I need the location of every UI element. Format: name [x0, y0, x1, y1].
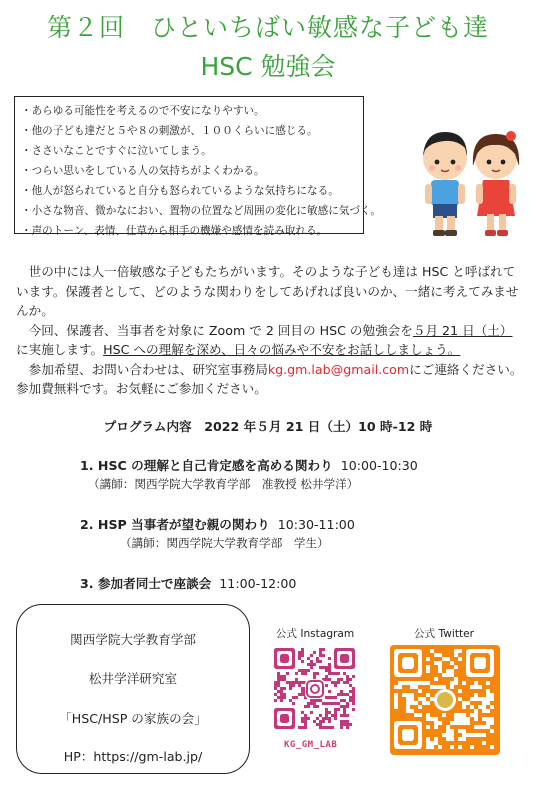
girl-figure [473, 131, 519, 236]
contact-group: 「HSC/HSP の家族の会」 [59, 711, 207, 726]
contact-card [16, 604, 250, 774]
intro-p3-text: 参加希望、お問い合わせは、研究室事務局 [16, 361, 268, 377]
contact-faculty: 関西学院大学教育学部 [70, 632, 196, 647]
intro-p2-underlined: HSC への理解を深め、日々の悩みや不安をお話ししましょう。 [103, 342, 461, 357]
intro-p2-text: 今回、保護者、当事者を対象に Zoom で 2 回目の HSC の勉強会を [16, 322, 413, 338]
contact-homepage-link[interactable]: HP：https://gm-lab.jp/ [63, 749, 203, 764]
trait-item: ・他人が怒られていると自分も怒られているような気持ちになる。 [21, 185, 339, 197]
event-date: ５月 21 日（土） [412, 322, 513, 338]
program-item-2-note: （講師：関西学院大学教育学部 学生） [120, 536, 329, 550]
program-item-time: 11:00-12:00 [219, 576, 297, 591]
traits-box [14, 96, 381, 237]
trait-item: ・ささいなことですぐに泣いてしまう。 [21, 145, 212, 157]
intro-paragraph-3 [16, 360, 524, 399]
intro-text [16, 262, 524, 399]
trait-item: ・小さな物音、微かなにおい、置物の位置など周囲の変化に敏感に気づく。 [21, 205, 381, 217]
program-item-3 [80, 573, 296, 592]
instagram-label: 公式 Instagram [275, 628, 355, 640]
instagram-handle: KG_GM_LAB [284, 740, 338, 750]
program-heading: プログラム内容 2022 年５月 21 日（土）10 時-12 時 [103, 419, 433, 434]
trait-item: ・他の子ども達だと５や８の刺激が、１００くらいに感じる。 [21, 125, 318, 137]
program-item-1-note: （講師：関西学院大学教育学部 准教授 松井学洋） [88, 477, 359, 491]
page-title: 第２回 ひといちばい敏感な子ども達 [46, 13, 489, 42]
program-item-time: 10:00-10:30 [340, 458, 418, 473]
program-item-2 [80, 514, 355, 533]
kids-illustration [415, 110, 527, 238]
program-item-title: 2. HSP 当事者が望む親の関わり [80, 517, 270, 532]
twitter-label: 公式 Twitter [413, 628, 475, 640]
twitter-qr-icon[interactable] [390, 645, 500, 755]
trait-item: ・つらい思いをしている人の気持ちがよくわかる。 [21, 165, 265, 177]
contact-email-link[interactable]: kg.gm.lab@gmail.com [267, 361, 410, 377]
intro-paragraph-2 [16, 321, 524, 360]
page-subtitle: HSC 勉強会 [200, 52, 336, 81]
trait-item: ・声のトーン、表情、仕草から相手の機嫌や感情を読み取れる。 [21, 225, 328, 237]
instagram-qr-icon[interactable] [271, 645, 359, 733]
intro-p2-text-b: に実施します。 [16, 342, 104, 357]
program-item-time: 10:30-11:00 [277, 517, 355, 532]
program-item-1 [80, 455, 418, 474]
contact-lab: 松井学洋研究室 [88, 671, 178, 686]
program-item-title: 3. 参加者同士で座談会 [80, 576, 212, 591]
boy-figure [423, 132, 467, 236]
program-item-title: 1. HSC の理解と自己肯定感を高める関わり [80, 458, 333, 473]
intro-paragraph-1: 世の中には人一倍敏感な子どもたちがいます。そのような子ども達は HSC と呼ばれています。保護者として、どのような関わりをしてあげれば良いのか、一緒に考えてみませんか。 [16, 264, 519, 318]
trait-item: ・あらゆる可能性を考えるので不安になりやすい。 [21, 105, 265, 117]
intro-p3-text-b: にご連絡ください。参加費無料です。お気軽にご参加ください。 [16, 361, 523, 396]
